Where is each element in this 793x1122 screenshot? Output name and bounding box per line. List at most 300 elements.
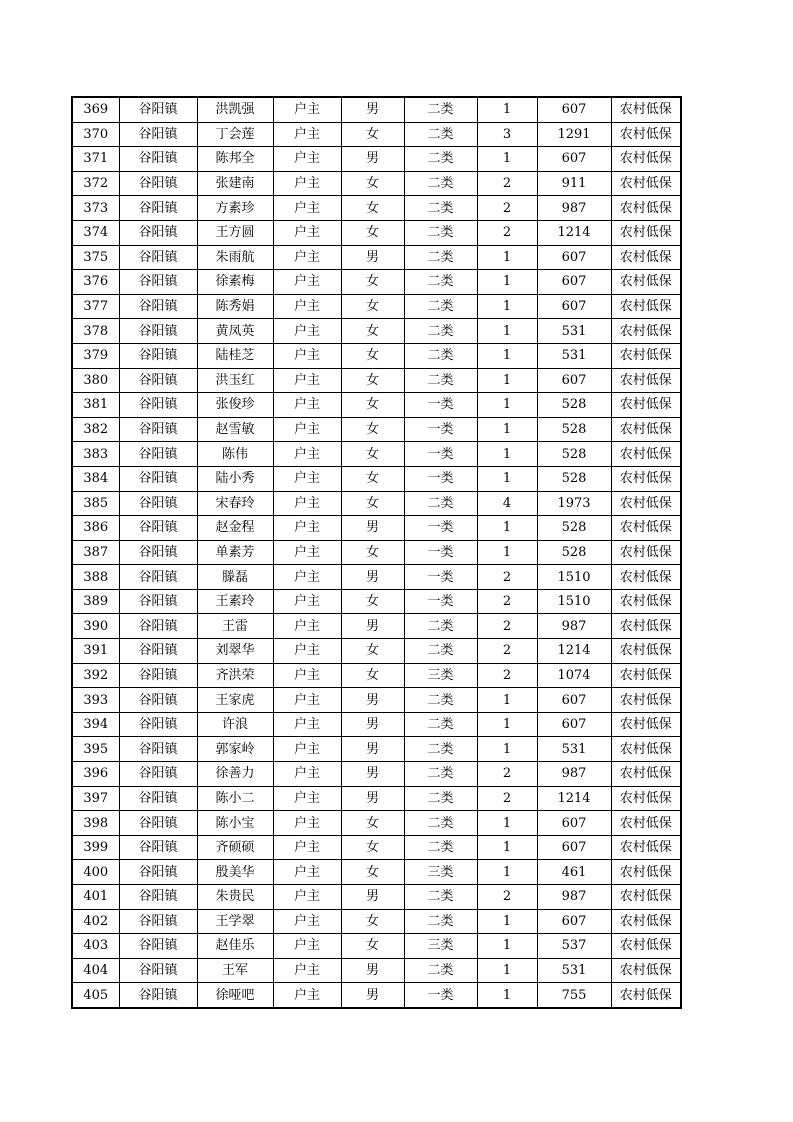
aid-type-cell: 农村低保 [611, 171, 681, 196]
town-cell: 谷阳镇 [119, 245, 197, 270]
row-number-cell: 404 [72, 958, 119, 983]
relation-cell: 户主 [273, 639, 341, 664]
table-row [72, 319, 681, 344]
row-number-cell: 394 [72, 712, 119, 737]
aid-type-cell: 农村低保 [611, 270, 681, 295]
amount-cell: 607 [537, 294, 611, 319]
table-row [72, 466, 681, 491]
amount-cell: 987 [537, 762, 611, 787]
category-cell: 一类 [404, 393, 477, 418]
gender-cell: 女 [341, 491, 404, 516]
row-number-cell: 381 [72, 393, 119, 418]
row-number-cell: 396 [72, 762, 119, 787]
relation-cell: 户主 [273, 245, 341, 270]
category-cell: 二类 [404, 885, 477, 910]
amount-cell: 1510 [537, 565, 611, 590]
name-cell: 徐善力 [197, 762, 273, 787]
table-row [72, 294, 681, 319]
aid-type-cell: 农村低保 [611, 688, 681, 713]
category-cell: 三类 [404, 860, 477, 885]
row-number-cell: 388 [72, 565, 119, 590]
aid-type-cell: 农村低保 [611, 245, 681, 270]
town-cell: 谷阳镇 [119, 860, 197, 885]
household-size-cell: 1 [477, 835, 537, 860]
row-number-cell: 377 [72, 294, 119, 319]
table-row [72, 786, 681, 811]
relation-cell: 户主 [273, 466, 341, 491]
table-row [72, 270, 681, 295]
row-number-cell: 371 [72, 147, 119, 172]
name-cell: 方素珍 [197, 196, 273, 221]
row-number-cell: 405 [72, 983, 119, 1008]
household-size-cell: 1 [477, 860, 537, 885]
name-cell: 徐哑吧 [197, 983, 273, 1008]
household-size-cell: 1 [477, 983, 537, 1008]
town-cell: 谷阳镇 [119, 270, 197, 295]
town-cell: 谷阳镇 [119, 762, 197, 787]
household-size-cell: 1 [477, 368, 537, 393]
category-cell: 一类 [404, 417, 477, 442]
household-size-cell: 1 [477, 516, 537, 541]
amount-cell: 987 [537, 885, 611, 910]
table-row [72, 614, 681, 639]
town-cell: 谷阳镇 [119, 712, 197, 737]
name-cell: 陈秀娟 [197, 294, 273, 319]
aid-type-cell: 农村低保 [611, 786, 681, 811]
category-cell: 二类 [404, 811, 477, 836]
row-number-cell: 400 [72, 860, 119, 885]
gender-cell: 女 [341, 639, 404, 664]
category-cell: 一类 [404, 516, 477, 541]
household-size-cell: 2 [477, 196, 537, 221]
table-row [72, 147, 681, 172]
row-number-cell: 379 [72, 343, 119, 368]
gender-cell: 女 [341, 196, 404, 221]
relation-cell: 户主 [273, 368, 341, 393]
table-row [72, 860, 681, 885]
gender-cell: 女 [341, 540, 404, 565]
gender-cell: 女 [341, 171, 404, 196]
relation-cell: 户主 [273, 762, 341, 787]
gender-cell: 男 [341, 516, 404, 541]
town-cell: 谷阳镇 [119, 565, 197, 590]
name-cell: 王雷 [197, 614, 273, 639]
category-cell: 二类 [404, 122, 477, 147]
category-cell: 二类 [404, 368, 477, 393]
town-cell: 谷阳镇 [119, 737, 197, 762]
aid-type-cell: 农村低保 [611, 343, 681, 368]
name-cell: 徐素梅 [197, 270, 273, 295]
household-size-cell: 2 [477, 762, 537, 787]
gender-cell: 女 [341, 909, 404, 934]
category-cell: 二类 [404, 270, 477, 295]
town-cell: 谷阳镇 [119, 319, 197, 344]
table-row [72, 442, 681, 467]
table-row [72, 958, 681, 983]
table-row [72, 97, 681, 122]
table-row [72, 737, 681, 762]
amount-cell: 987 [537, 196, 611, 221]
row-number-cell: 398 [72, 811, 119, 836]
relation-cell: 户主 [273, 860, 341, 885]
gender-cell: 男 [341, 983, 404, 1008]
row-number-cell: 389 [72, 589, 119, 614]
relation-cell: 户主 [273, 393, 341, 418]
name-cell: 赵雪敏 [197, 417, 273, 442]
household-size-cell: 3 [477, 122, 537, 147]
amount-cell: 528 [537, 540, 611, 565]
relation-cell: 户主 [273, 565, 341, 590]
relation-cell: 户主 [273, 712, 341, 737]
name-cell: 许浪 [197, 712, 273, 737]
aid-type-cell: 农村低保 [611, 565, 681, 590]
table-row [72, 589, 681, 614]
row-number-cell: 399 [72, 835, 119, 860]
household-size-cell: 1 [477, 934, 537, 959]
amount-cell: 1074 [537, 663, 611, 688]
table-row [72, 565, 681, 590]
amount-cell: 755 [537, 983, 611, 1008]
amount-cell: 531 [537, 319, 611, 344]
table-row [72, 343, 681, 368]
name-cell: 朱雨航 [197, 245, 273, 270]
gender-cell: 女 [341, 663, 404, 688]
name-cell: 朱贵民 [197, 885, 273, 910]
aid-type-cell: 农村低保 [611, 663, 681, 688]
category-cell: 二类 [404, 639, 477, 664]
aid-type-cell: 农村低保 [611, 97, 681, 122]
row-number-cell: 402 [72, 909, 119, 934]
row-number-cell: 390 [72, 614, 119, 639]
relation-cell: 户主 [273, 442, 341, 467]
town-cell: 谷阳镇 [119, 540, 197, 565]
gender-cell: 女 [341, 343, 404, 368]
aid-type-cell: 农村低保 [611, 393, 681, 418]
aid-type-cell: 农村低保 [611, 934, 681, 959]
category-cell: 一类 [404, 983, 477, 1008]
gender-cell: 男 [341, 762, 404, 787]
gender-cell: 男 [341, 786, 404, 811]
name-cell: 陈邦全 [197, 147, 273, 172]
name-cell: 王素玲 [197, 589, 273, 614]
row-number-cell: 403 [72, 934, 119, 959]
town-cell: 谷阳镇 [119, 122, 197, 147]
household-size-cell: 1 [477, 909, 537, 934]
household-size-cell: 2 [477, 220, 537, 245]
table-row [72, 516, 681, 541]
amount-cell: 911 [537, 171, 611, 196]
household-size-cell: 4 [477, 491, 537, 516]
household-size-cell: 1 [477, 466, 537, 491]
name-cell: 张俊珍 [197, 393, 273, 418]
row-number-cell: 386 [72, 516, 119, 541]
category-cell: 二类 [404, 786, 477, 811]
row-number-cell: 383 [72, 442, 119, 467]
name-cell: 陆小秀 [197, 466, 273, 491]
household-size-cell: 1 [477, 442, 537, 467]
amount-cell: 528 [537, 466, 611, 491]
town-cell: 谷阳镇 [119, 786, 197, 811]
category-cell: 一类 [404, 589, 477, 614]
aid-type-cell: 农村低保 [611, 466, 681, 491]
gender-cell: 女 [341, 220, 404, 245]
household-size-cell: 1 [477, 811, 537, 836]
relation-cell: 户主 [273, 540, 341, 565]
row-number-cell: 387 [72, 540, 119, 565]
table-row [72, 639, 681, 664]
name-cell: 丁会莲 [197, 122, 273, 147]
household-size-cell: 1 [477, 712, 537, 737]
row-number-cell: 395 [72, 737, 119, 762]
aid-type-cell: 农村低保 [611, 762, 681, 787]
relation-cell: 户主 [273, 934, 341, 959]
relation-cell: 户主 [273, 786, 341, 811]
town-cell: 谷阳镇 [119, 417, 197, 442]
row-number-cell: 385 [72, 491, 119, 516]
aid-type-cell: 农村低保 [611, 860, 681, 885]
gender-cell: 女 [341, 811, 404, 836]
town-cell: 谷阳镇 [119, 393, 197, 418]
gender-cell: 男 [341, 614, 404, 639]
name-cell: 陆桂芝 [197, 343, 273, 368]
row-number-cell: 378 [72, 319, 119, 344]
amount-cell: 607 [537, 97, 611, 122]
row-number-cell: 373 [72, 196, 119, 221]
town-cell: 谷阳镇 [119, 466, 197, 491]
household-size-cell: 1 [477, 245, 537, 270]
name-cell: 洪凯强 [197, 97, 273, 122]
relation-cell: 户主 [273, 171, 341, 196]
relation-cell: 户主 [273, 835, 341, 860]
aid-type-cell: 农村低保 [611, 442, 681, 467]
table-row [72, 491, 681, 516]
aid-type-cell: 农村低保 [611, 712, 681, 737]
relation-cell: 户主 [273, 270, 341, 295]
gender-cell: 女 [341, 122, 404, 147]
relation-cell: 户主 [273, 909, 341, 934]
amount-cell: 531 [537, 343, 611, 368]
aid-type-cell: 农村低保 [611, 122, 681, 147]
household-size-cell: 1 [477, 343, 537, 368]
name-cell: 王家虎 [197, 688, 273, 713]
aid-type-cell: 农村低保 [611, 540, 681, 565]
table-row [72, 196, 681, 221]
town-cell: 谷阳镇 [119, 639, 197, 664]
row-number-cell: 376 [72, 270, 119, 295]
town-cell: 谷阳镇 [119, 442, 197, 467]
amount-cell: 987 [537, 614, 611, 639]
household-size-cell: 1 [477, 270, 537, 295]
table-row [72, 663, 681, 688]
town-cell: 谷阳镇 [119, 688, 197, 713]
data-table [71, 96, 682, 1009]
household-size-cell: 2 [477, 663, 537, 688]
category-cell: 二类 [404, 245, 477, 270]
row-number-cell: 384 [72, 466, 119, 491]
row-number-cell: 374 [72, 220, 119, 245]
gender-cell: 男 [341, 737, 404, 762]
name-cell: 黄凤英 [197, 319, 273, 344]
aid-type-cell: 农村低保 [611, 614, 681, 639]
amount-cell: 461 [537, 860, 611, 885]
table-row [72, 368, 681, 393]
aid-type-cell: 农村低保 [611, 319, 681, 344]
household-size-cell: 1 [477, 319, 537, 344]
amount-cell: 607 [537, 811, 611, 836]
table-row [72, 393, 681, 418]
gender-cell: 男 [341, 712, 404, 737]
relation-cell: 户主 [273, 220, 341, 245]
name-cell: 张建南 [197, 171, 273, 196]
amount-cell: 531 [537, 737, 611, 762]
table-row [72, 688, 681, 713]
name-cell: 刘翠华 [197, 639, 273, 664]
row-number-cell: 372 [72, 171, 119, 196]
category-cell: 一类 [404, 466, 477, 491]
gender-cell: 女 [341, 368, 404, 393]
amount-cell: 537 [537, 934, 611, 959]
relation-cell: 户主 [273, 688, 341, 713]
table-row [72, 885, 681, 910]
household-size-cell: 2 [477, 589, 537, 614]
relation-cell: 户主 [273, 737, 341, 762]
amount-cell: 607 [537, 245, 611, 270]
relation-cell: 户主 [273, 983, 341, 1008]
aid-type-cell: 农村低保 [611, 639, 681, 664]
name-cell: 王方圆 [197, 220, 273, 245]
town-cell: 谷阳镇 [119, 97, 197, 122]
row-number-cell: 375 [72, 245, 119, 270]
aid-type-cell: 农村低保 [611, 811, 681, 836]
amount-cell: 607 [537, 835, 611, 860]
name-cell: 郭家岭 [197, 737, 273, 762]
town-cell: 谷阳镇 [119, 516, 197, 541]
category-cell: 二类 [404, 614, 477, 639]
name-cell: 陈小二 [197, 786, 273, 811]
relation-cell: 户主 [273, 196, 341, 221]
relation-cell: 户主 [273, 491, 341, 516]
relation-cell: 户主 [273, 294, 341, 319]
name-cell: 王学翠 [197, 909, 273, 934]
category-cell: 一类 [404, 565, 477, 590]
gender-cell: 女 [341, 589, 404, 614]
aid-type-cell: 农村低保 [611, 835, 681, 860]
town-cell: 谷阳镇 [119, 885, 197, 910]
amount-cell: 607 [537, 270, 611, 295]
table-row [72, 171, 681, 196]
row-number-cell: 393 [72, 688, 119, 713]
relation-cell: 户主 [273, 663, 341, 688]
town-cell: 谷阳镇 [119, 909, 197, 934]
table-row [72, 762, 681, 787]
name-cell: 齐洪荣 [197, 663, 273, 688]
household-size-cell: 1 [477, 97, 537, 122]
aid-type-cell: 农村低保 [611, 196, 681, 221]
aid-type-cell: 农村低保 [611, 983, 681, 1008]
amount-cell: 607 [537, 712, 611, 737]
aid-type-cell: 农村低保 [611, 294, 681, 319]
amount-cell: 607 [537, 688, 611, 713]
gender-cell: 女 [341, 860, 404, 885]
category-cell: 二类 [404, 319, 477, 344]
gender-cell: 女 [341, 270, 404, 295]
gender-cell: 女 [341, 934, 404, 959]
name-cell: 陈伟 [197, 442, 273, 467]
table-row [72, 417, 681, 442]
amount-cell: 607 [537, 909, 611, 934]
category-cell: 二类 [404, 712, 477, 737]
gender-cell: 男 [341, 688, 404, 713]
aid-type-cell: 农村低保 [611, 885, 681, 910]
aid-type-cell: 农村低保 [611, 220, 681, 245]
town-cell: 谷阳镇 [119, 491, 197, 516]
aid-type-cell: 农村低保 [611, 516, 681, 541]
town-cell: 谷阳镇 [119, 294, 197, 319]
gender-cell: 男 [341, 245, 404, 270]
household-size-cell: 1 [477, 147, 537, 172]
category-cell: 二类 [404, 97, 477, 122]
category-cell: 二类 [404, 343, 477, 368]
gender-cell: 女 [341, 294, 404, 319]
household-size-cell: 2 [477, 565, 537, 590]
name-cell: 滕磊 [197, 565, 273, 590]
relation-cell: 户主 [273, 97, 341, 122]
table-row [72, 909, 681, 934]
name-cell: 殷美华 [197, 860, 273, 885]
category-cell: 一类 [404, 442, 477, 467]
gender-cell: 女 [341, 417, 404, 442]
category-cell: 二类 [404, 688, 477, 713]
town-cell: 谷阳镇 [119, 983, 197, 1008]
household-size-cell: 1 [477, 958, 537, 983]
household-size-cell: 2 [477, 639, 537, 664]
relation-cell: 户主 [273, 958, 341, 983]
town-cell: 谷阳镇 [119, 811, 197, 836]
category-cell: 二类 [404, 196, 477, 221]
category-cell: 二类 [404, 294, 477, 319]
category-cell: 三类 [404, 934, 477, 959]
amount-cell: 607 [537, 147, 611, 172]
town-cell: 谷阳镇 [119, 343, 197, 368]
category-cell: 二类 [404, 220, 477, 245]
category-cell: 二类 [404, 737, 477, 762]
amount-cell: 1973 [537, 491, 611, 516]
relation-cell: 户主 [273, 885, 341, 910]
row-number-cell: 397 [72, 786, 119, 811]
table-row [72, 983, 681, 1008]
amount-cell: 1214 [537, 639, 611, 664]
relation-cell: 户主 [273, 614, 341, 639]
amount-cell: 1291 [537, 122, 611, 147]
table-row [72, 122, 681, 147]
amount-cell: 607 [537, 368, 611, 393]
aid-type-cell: 农村低保 [611, 417, 681, 442]
gender-cell: 女 [341, 319, 404, 344]
town-cell: 谷阳镇 [119, 147, 197, 172]
town-cell: 谷阳镇 [119, 614, 197, 639]
gender-cell: 男 [341, 147, 404, 172]
relation-cell: 户主 [273, 589, 341, 614]
amount-cell: 528 [537, 442, 611, 467]
relation-cell: 户主 [273, 319, 341, 344]
household-size-cell: 2 [477, 786, 537, 811]
table-body [72, 97, 681, 1008]
aid-type-cell: 农村低保 [611, 368, 681, 393]
amount-cell: 528 [537, 516, 611, 541]
gender-cell: 女 [341, 393, 404, 418]
town-cell: 谷阳镇 [119, 835, 197, 860]
amount-cell: 531 [537, 958, 611, 983]
